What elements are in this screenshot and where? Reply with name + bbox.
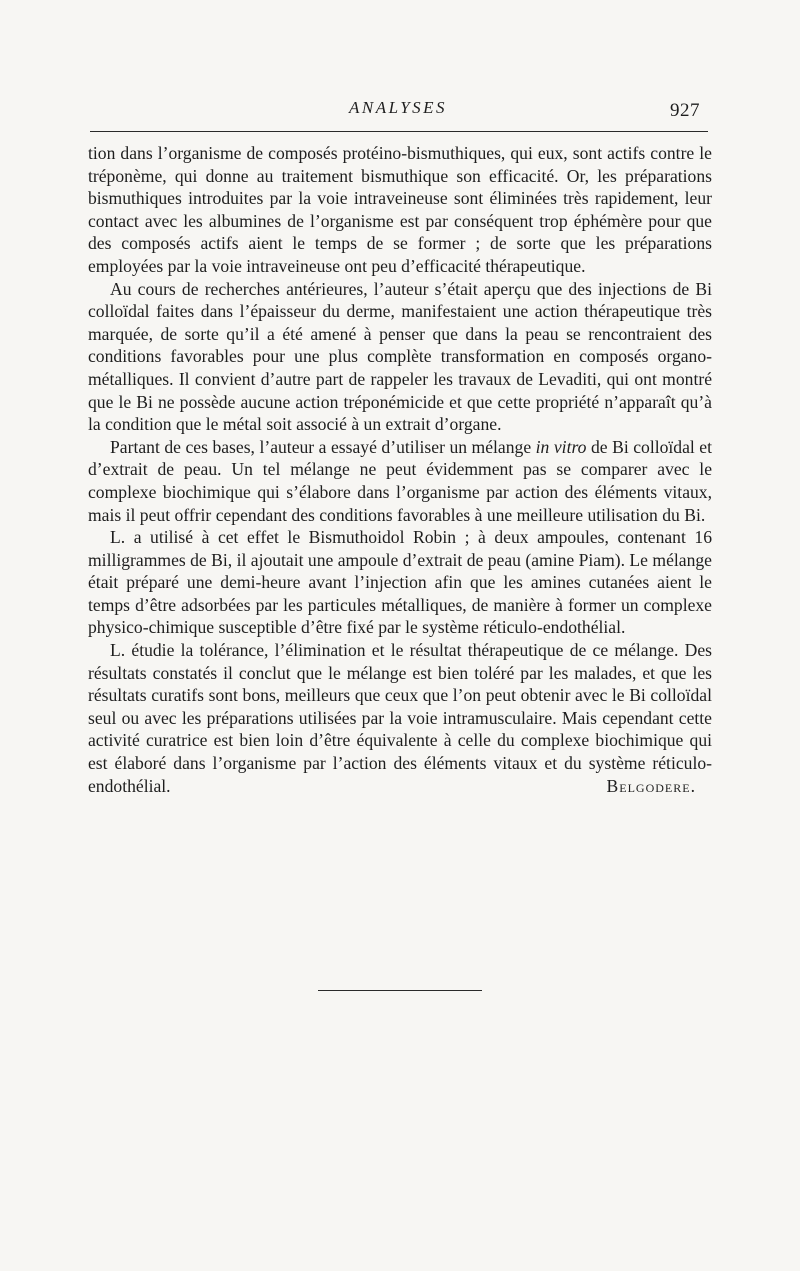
running-title: ANALYSES bbox=[348, 98, 448, 117]
paragraph-2: Au cours de recherches antérieures, l’auteur s’était aperçu que des injections de Bi colloïdal faites dans l’épaisseur du derme, manifestaient une action thérapeutique très marquée, de sorte qu’il a été amené à penser que dans la peau se rencontraient des conditions favorables pour une plus complète transformation en composés organo-métalliques. Il convient d’autre part de rappeler les travaux de Levaditi, qui ont montré que le Bi ne possède aucune action tréponémicide et que cette propriété n’apparaît qu’à la condition que le métal soit associé à un extrait d’organe. bbox=[88, 278, 712, 435]
paragraph-1: tion dans l’organisme de composés protéino-bismuthiques, qui eux, sont actifs contre le tréponème, qui donne au traitement bismuthique son efficacité. Or, les préparations bismuthiques introduites par la voie intraveineuse sont éliminées très rapidement, leur contact avec les albumines de l’organisme est par conséquent trop éphémère pour que des composés actifs aient le temps de se former ; de sorte que les préparations employées par la voie intraveineuse ont peu d’efficacité thérapeutique. bbox=[88, 143, 712, 276]
author-signature: Belgodere. bbox=[606, 775, 696, 796]
paragraph-4: L. a utilisé à cet effet le Bismuthoidol Robin ; à deux ampoules, contenant 16 milligrammes de Bi, il ajoutait une ampoule d’extrait de peau (amine Piam). Le mélange était préparé une demi-heure avant l’injection afin que les amines cutanées aient le temps d’être adsorbées par les particules métalliques, de manière à former un complexe physico-chimique susceptible d’être fixé par le système réticulo-endothélial. bbox=[88, 527, 712, 638]
section-end-rule bbox=[318, 990, 482, 991]
running-head bbox=[90, 96, 706, 126]
paragraph-5-text: L. étudie la tolérance, l’élimination et le résultat thérapeutique de ce mélange. Des résultats constatés il conclut que le mélange est bien toléré par les malades, et que les résultats curatifs sont bons, meilleurs que ceux que l’on peut obtenir avec le Bi colloïdal seul ou avec les préparations utilisées par la voie intramusculaire. Mais cependant cette activité curatrice est bien loin d’être équivalente à celle du complexe biochimique qui est élaboré dans l’organisme par l’action des éléments vitaux et du système réticulo-endothélial. bbox=[88, 640, 712, 796]
paragraph-3-italic: in vitro bbox=[535, 436, 587, 457]
paragraph-3-text-after: de Bi colloïdal et d’extrait de peau. Un tel mélange ne peut évidemment pas se comparer avec le complexe biochimique qui s’élabore dans l’organisme par action des éléments vitaux, mais il peut offrir cependant des conditions favorables à une meilleure utilisation du Bi. bbox=[88, 436, 712, 525]
header-rule bbox=[90, 131, 708, 132]
paragraph-3 bbox=[88, 436, 712, 526]
article-body bbox=[88, 142, 712, 797]
page-number: 927 bbox=[670, 100, 700, 121]
paragraph-3-text-before: Partant de ces bases, l’auteur a essayé d’utiliser un mélange bbox=[110, 436, 536, 457]
paragraph-5 bbox=[88, 639, 712, 797]
